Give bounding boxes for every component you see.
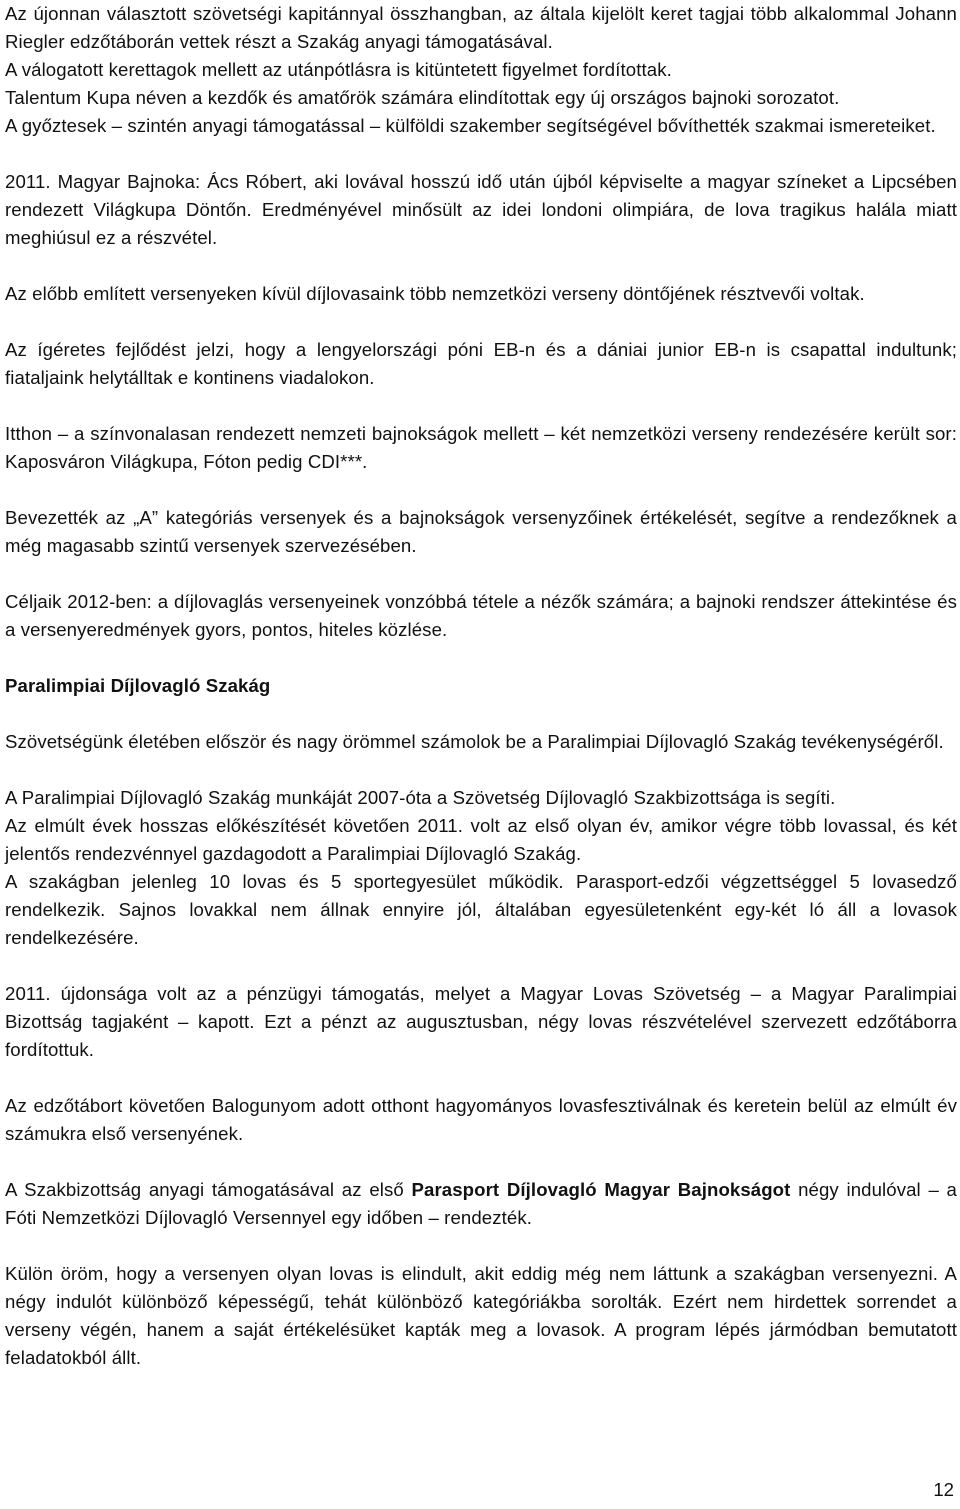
document-page xyxy=(5,0,957,1372)
spacer xyxy=(5,476,957,504)
championship-text-post: négy indulóval – a Fóti Nemzetközi Díjlovagló Versennyel egy időben – rendezték. xyxy=(5,1179,957,1228)
paragraph-talentum-cup: Talentum Kupa néven a kezdők és amatőrök számára elindítottak egy új országos bajnoki sorozatot. xyxy=(5,87,840,108)
paragraph-para-support: A Paralimpiai Díjlovagló Szakág munkáját 2007-óta a Szövetség Díjlovagló Szakbizottsága is segíti. xyxy=(5,787,836,808)
paragraph-2011-novelty: 2011. újdonsága volt az a pénzügyi támogatás, melyet a Magyar Lovas Szövetség – a Magyar Paralimpiai Bizottság tagjaként – kapott. Ezt a pénzt az augusztusban, négy lovas részvételével szervezett edzőtáborra fordítottuk. xyxy=(5,983,957,1060)
championship-text-pre: A Szakbizottság anyagi támogatásával az első xyxy=(5,1179,412,1200)
spacer xyxy=(5,1064,957,1092)
paragraph-joy: Külön öröm, hogy a versenyen olyan lovas is elindult, akit eddig még nem láttunk a szakágban versenyezni. A négy indulót különböző képességű, tehát különböző kategóriákba sorolták. Ezért nem hirdettek sorrendet a verseny végén, hanem a saját értékelésüket kapták meg a lovasok. A program lépés jármódban bemutatott feladatokból állt. xyxy=(5,1263,957,1368)
section-heading-paralympic: Paralimpiai Díjlovagló Szakág xyxy=(5,675,271,696)
paragraph-para-2011: Az elmúlt évek hosszas előkészítését követően 2011. volt az első olyan év, amikor végre több lovassal, és két jelentős rendezvénnyel gazdagodott a Paralimpiai Díjlovagló Szakág. xyxy=(5,815,957,864)
spacer xyxy=(5,952,957,980)
paragraph-championship xyxy=(5,1176,957,1232)
championship-title-bold: Parasport Díjlovagló Magyar Bajnokságot xyxy=(411,1179,791,1200)
spacer xyxy=(5,392,957,420)
paragraph-category: Bevezették az „A” kategóriás versenyek és a bajnokságok versenyzőinek értékelését, segítve a rendezőknek a még magasabb szintű versenyek szervezésében. xyxy=(5,507,957,556)
paragraph-training-camp: Az újonnan választott szövetségi kapitánnyal összhangban, az általa kijelölt keret tagjai több alkalommal Johann Riegler edzőtáborán vettek részt a Szakág anyagi támogatásával. xyxy=(5,3,957,52)
page-number: 12 xyxy=(933,1479,954,1500)
spacer xyxy=(5,756,957,784)
spacer xyxy=(5,252,957,280)
spacer xyxy=(5,140,957,168)
spacer xyxy=(5,1148,957,1176)
paragraph-winners: A győztesek – szintén anyagi támogatással – külföldi szakember segítségével bővíthették szakmai ismereteiket. xyxy=(5,115,936,136)
spacer xyxy=(5,560,957,588)
paragraph-para-intro: Szövetségünk életében először és nagy örömmel számolok be a Paralimpiai Díjlovagló Szakág tevékenységéről. xyxy=(5,731,944,752)
spacer xyxy=(5,700,957,728)
paragraph-2011-champion: 2011. Magyar Bajnoka: Ács Róbert, aki lovával hosszú idő után újból képviselte a magyar színeket a Lipcsében rendezett Világkupa Döntőn. Eredményével minősült az idei londoni olimpiára, de lova tragikus halála miatt meghiúsul ez a részvétel. xyxy=(5,171,957,248)
paragraph-international: Az előbb említett versenyeken kívül díjlovasaink több nemzetközi verseny döntőjének résztvevői voltak. xyxy=(5,283,865,304)
paragraph-goals-2012: Céljaik 2012-ben: a díjlovaglás versenyeinek vonzóbbá tétele a nézők számára; a bajnoki rendszer áttekintése és a versenyeredmények gyors, pontos, hiteles közlése. xyxy=(5,591,957,640)
spacer xyxy=(5,1232,957,1260)
paragraph-home-events: Itthon – a színvonalasan rendezett nemzeti bajnokságok mellett – két nemzetközi verseny rendezésére került sor: Kaposváron Világkupa, Fóton pedig CDI***. xyxy=(5,423,957,472)
paragraph-youth: A válogatott kerettagok mellett az utánpótlásra is kitüntetett figyelmet fordítottak. xyxy=(5,59,672,80)
paragraph-promising: Az ígéretes fejlődést jelzi, hogy a lengyelországi póni EB-n és a dániai junior EB-n is csapattal indultunk; fiataljaink helytálltak e kontinens viadalokon. xyxy=(5,339,957,388)
spacer xyxy=(5,644,957,672)
paragraph-para-riders: A szakágban jelenleg 10 lovas és 5 sportegyesület működik. Parasport-edzői végzettséggel 5 lovasedző rendelkezik. Sajnos lovakkal nem állnak ennyire jól, általában egyesületenként egy-két ló áll a lovasok rendelkezésére. xyxy=(5,871,957,948)
paragraph-balogunyom: Az edzőtábort követően Balogunyom adott otthont hagyományos lovasfesztiválnak és keretein belül az elmúlt év számukra első versenyének. xyxy=(5,1095,957,1144)
spacer xyxy=(5,308,957,336)
